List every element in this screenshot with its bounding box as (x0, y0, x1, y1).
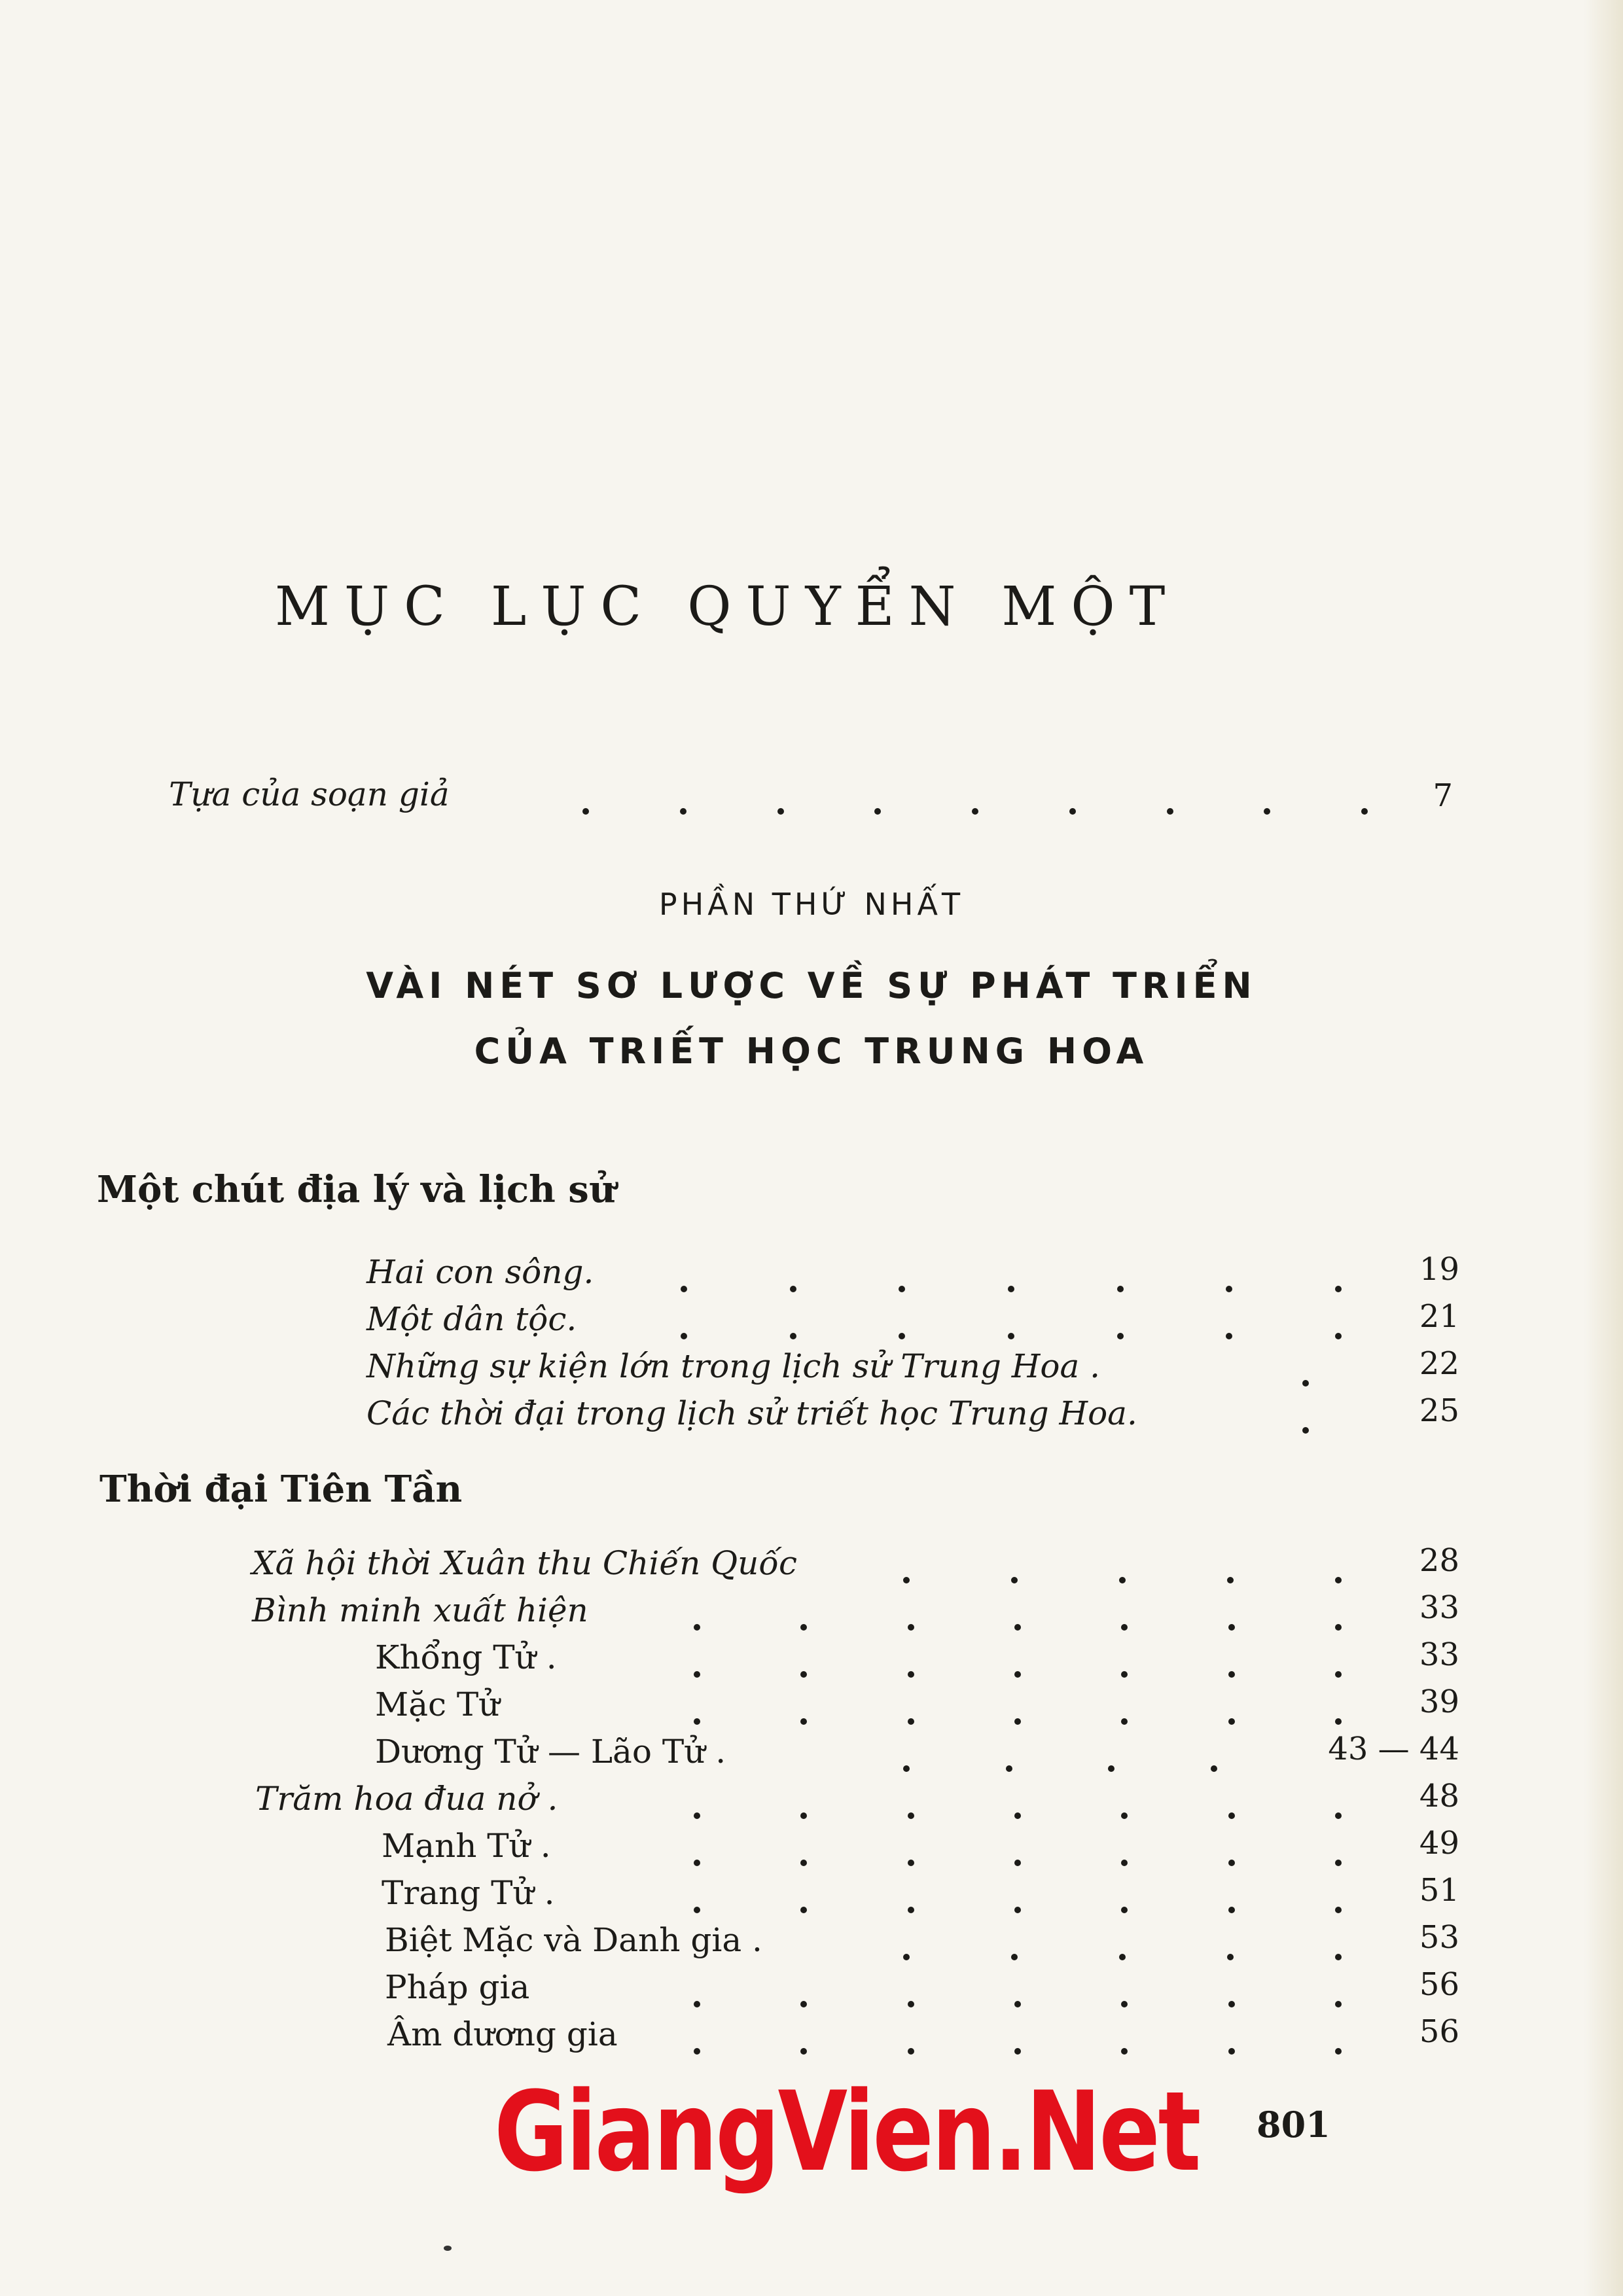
toc-entry-label: Trăm hoa đua nở . (255, 1780, 558, 1818)
toc-dot-leader (681, 1266, 1342, 1292)
toc-dot-leader (694, 1840, 1342, 1866)
page-folio-number: 801 (1257, 2104, 1330, 2146)
page-edge-shadow (1584, 0, 1623, 2296)
toc-dot-leader (903, 1934, 1342, 1960)
toc-page-number: 53 (1419, 1919, 1459, 1956)
toc-page-number: 33 (1419, 1589, 1459, 1626)
toc-entry-label: Xã hội thời Xuân thu Chiến Quốc (252, 1544, 797, 1582)
toc-dot-leader (1302, 1360, 1342, 1386)
part-title-line1: VÀI NÉT SƠ LƯỢC VỀ SỰ PHÁT TRIỂN (366, 965, 1257, 1006)
toc-page-number: 48 (1419, 1778, 1459, 1814)
toc-dot-leader (694, 1981, 1342, 2007)
toc-entry-label: Mặc Tử (375, 1686, 500, 1723)
toc-entry-label: Pháp gia (385, 1968, 530, 2006)
toc-page-number: 21 (1419, 1298, 1459, 1335)
toc-entry-label: Dương Tử — Lão Tử . (375, 1733, 726, 1771)
toc-entry-label: Các thời đại trong lịch sử triết học Trung Hoa. (366, 1394, 1137, 1432)
watermark-text: GiangVien.Net (494, 2068, 1200, 2196)
toc-entry-label: Những sự kiện lớn trong lịch sử Trung Hoa . (366, 1347, 1101, 1385)
toc-dot-leader (694, 1887, 1342, 1913)
toc-entry-label: Một dân tộc. (366, 1300, 577, 1338)
preface-page-number: 7 (1433, 777, 1453, 814)
toc-entry-label: Hai con sông. (366, 1253, 594, 1291)
section-heading-pre-qin-era: Thời đại Tiên Tần (99, 1468, 463, 1511)
toc-page-number: 49 (1419, 1825, 1459, 1862)
toc-page-number: 33 (1419, 1636, 1459, 1673)
toc-page-number: 39 (1419, 1684, 1459, 1720)
toc-dot-leader (694, 2028, 1342, 2055)
toc-dot-leader (694, 1699, 1342, 1725)
toc-dot-leader (903, 1746, 1217, 1772)
toc-entry-label: Mạnh Tử . (382, 1827, 551, 1865)
section-heading-geography-history: Một chút địa lý và lịch sử (97, 1168, 616, 1211)
toc-entry-label: Trang Tử . (382, 1874, 555, 1912)
preface-dot-leader (582, 782, 1368, 815)
toc-dot-leader (694, 1604, 1342, 1631)
preface-label: Tựa của soạn giả (169, 775, 450, 813)
toc-entry-label: Âm dương gia (387, 2015, 618, 2053)
toc-dot-leader (903, 1557, 1342, 1583)
page-title: MỤC LỤC QUYỂN MỘT (275, 576, 1180, 638)
part-label: PHẦN THỨ NHẤT (658, 887, 965, 922)
toc-dot-leader (681, 1313, 1342, 1339)
toc-page-number: 56 (1419, 2013, 1459, 2050)
part-title-line2: CỦA TRIẾT HỌC TRUNG HOA (474, 1031, 1149, 1072)
toc-dot-leader (694, 1793, 1342, 1819)
toc-page-number: 19 (1419, 1251, 1459, 1288)
toc-page-number: 28 (1419, 1542, 1459, 1579)
toc-page-number: 22 (1419, 1345, 1459, 1382)
toc-dot-leader (694, 1651, 1342, 1678)
toc-entry-label: Bình minh xuất hiện (252, 1591, 588, 1629)
toc-page-number: 43 — 44 (1328, 1731, 1459, 1767)
toc-page-number: 25 (1419, 1392, 1459, 1429)
toc-page-number: 56 (1419, 1966, 1459, 2003)
toc-entry-label: Biệt Mặc và Danh gia . (385, 1921, 762, 1959)
toc-page-number: 51 (1419, 1872, 1459, 1909)
toc-entry-label: Khổng Tử . (375, 1638, 557, 1676)
ink-speck (444, 2246, 452, 2251)
toc-dot-leader (1302, 1407, 1342, 1434)
